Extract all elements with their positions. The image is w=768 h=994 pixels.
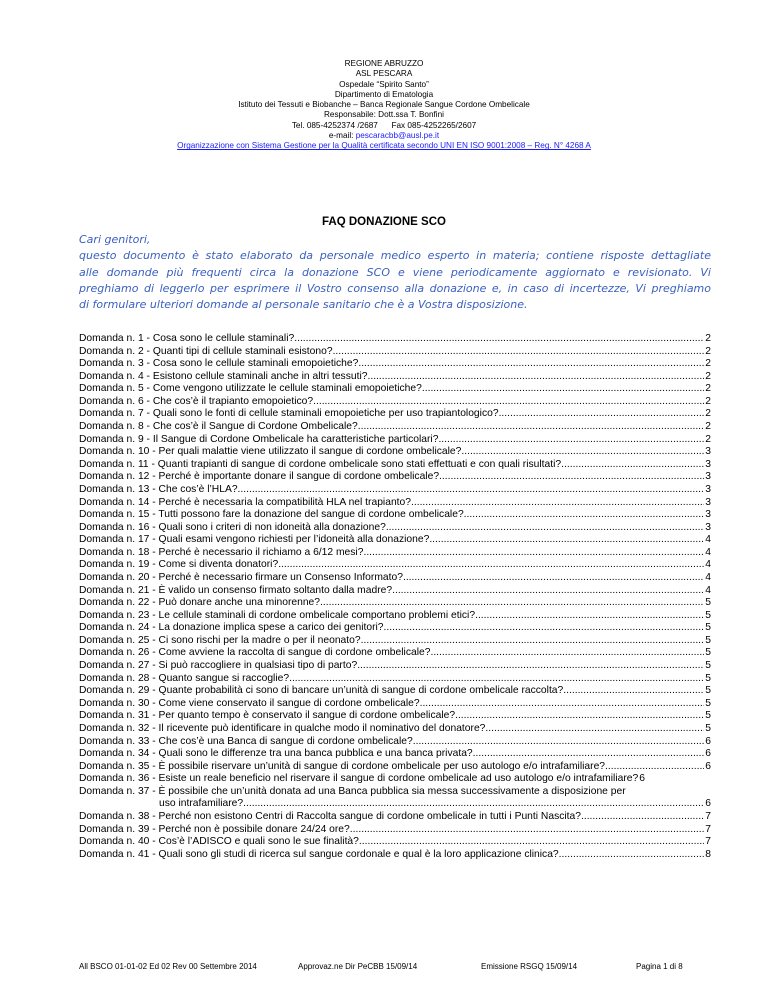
header-hospital: Ospedale “Spirito Santo” <box>339 79 429 89</box>
toc-entry-title: Domanda n. 13 - Che cos’è l’HLA? <box>79 483 238 495</box>
toc-page-number: 4 <box>705 546 711 558</box>
toc-entry-title: Domanda n. 12 - Perché è importante donare il sangue di cordone ombelicale? <box>79 471 440 483</box>
toc-page-number: 3 <box>705 483 711 495</box>
toc-page-number: 6 <box>705 748 711 760</box>
toc-entry-title: Domanda n. 33 - Che cos’è una Banca di sangue di cordone ombelicale? <box>79 735 413 747</box>
toc-page-number: 7 <box>705 823 711 835</box>
toc-page-number: 7 <box>705 810 711 822</box>
intro-line: di formulare ulteriori domande al personale sanitario che è a Vostra disposizione. <box>79 298 528 312</box>
toc-page-number: 6 <box>639 773 645 785</box>
toc-entry-title: Domanda n. 30 - Come viene conservato il sangue di cordone ombelicale? <box>79 697 420 709</box>
table-of-contents <box>79 333 711 861</box>
footer-page-number: Pagina 1 di 8 <box>636 962 683 971</box>
toc-entry-title: Domanda n. 27 - Si può raccogliere in qualsiasi tipo di parto? <box>79 660 358 672</box>
letterhead <box>0 59 768 152</box>
toc-page-number: 4 <box>705 584 711 596</box>
toc-page-number: 2 <box>705 433 711 445</box>
toc-entry[interactable] <box>79 660 711 673</box>
toc-entry-title: Domanda n. 23 - Le cellule staminali di cordone ombelicale comportano problemi etici? <box>79 609 476 621</box>
toc-page-number: 5 <box>705 660 711 672</box>
toc-entry[interactable] <box>79 710 711 723</box>
toc-leader-dots <box>422 383 704 396</box>
toc-entry[interactable] <box>79 547 711 560</box>
toc-leader-dots <box>367 371 704 384</box>
toc-entry[interactable] <box>79 798 711 811</box>
page-footer <box>0 962 768 976</box>
toc-entry-title: Domanda n. 39 - Perché non è possibile donare 24/24 ore? <box>79 823 350 835</box>
toc-entry-title: Domanda n. 9 - Il Sangue di Cordone Ombelicale ha caratteristiche particolari? <box>79 433 439 445</box>
toc-page-number: 5 <box>705 597 711 609</box>
intro-paragraph <box>79 232 711 313</box>
toc-leader-dots <box>289 673 704 686</box>
toc-leader-dots <box>361 635 705 648</box>
toc-page-number: 2 <box>705 345 711 357</box>
email-label: e-mail: <box>328 131 356 141</box>
toc-leader-dots <box>313 396 704 409</box>
toc-entry-title: Domanda n. 6 - Che cos’è il trapianto emopoietico? <box>79 395 314 407</box>
toc-entry[interactable] <box>79 484 711 497</box>
toc-entry-title: Domanda n. 25 - Ci sono rischi per la madre o per il neonato? <box>79 634 361 646</box>
toc-page-number: 5 <box>705 609 711 621</box>
intro-line: alle domande più frequenti circa la donazione SCO e viene periodicamente aggiornato e revisionato. Vi <box>79 265 711 279</box>
header-email-line <box>0 131 768 141</box>
toc-entry-title: Domanda n. 26 - Come avviene la raccolta di sangue di cordone ombelicale? <box>79 647 431 659</box>
toc-leader-dots <box>243 798 704 811</box>
toc-page-number: 6 <box>705 735 711 747</box>
toc-entry[interactable] <box>79 383 711 396</box>
toc-entry-title: Domanda n. 31 - Per quanto tempo è conservato il sangue di cordone ombelicale? <box>79 710 456 722</box>
toc-entry-title: Domanda n. 8 - Che cos’è il Sangue di Cordone Ombelicale? <box>79 421 358 433</box>
toc-leader-dots <box>320 597 704 610</box>
toc-entry[interactable] <box>79 358 711 371</box>
document-title: FAQ DONAZIONE SCO <box>322 216 446 228</box>
toc-entry-title: Domanda n. 3 - Cosa sono le cellule staminali emopoietiche? <box>79 358 359 370</box>
toc-entry-title: Domanda n. 16 - Quali sono i criteri di non idoneità alla donazione? <box>79 521 386 533</box>
toc-entry[interactable] <box>79 572 711 585</box>
toc-entry[interactable] <box>79 497 711 510</box>
toc-entry-title: Domanda n. 17 - Quali esami vengono richiesti per l’idoneità alla donazione? <box>79 534 430 546</box>
toc-leader-dots <box>430 647 704 660</box>
toc-page-number: 5 <box>705 697 711 709</box>
toc-entry[interactable] <box>79 597 711 610</box>
header-responsible: Responsabile: Dott.ssa T. Bonfini <box>324 110 444 120</box>
toc-entry[interactable] <box>79 849 711 862</box>
toc-entry[interactable] <box>79 723 711 736</box>
toc-leader-dots <box>581 811 704 824</box>
footer-approval: Approvaz.ne Dir PeCBB 15/09/14 <box>298 962 418 971</box>
toc-leader-dots <box>473 748 705 761</box>
toc-entry[interactable] <box>79 446 711 459</box>
toc-leader-dots <box>392 585 704 598</box>
footer-emission: Emissione RSGQ 15/09/14 <box>481 962 578 971</box>
toc-leader-dots <box>357 660 704 673</box>
toc-entry[interactable] <box>79 673 711 686</box>
toc-entry[interactable] <box>79 610 711 623</box>
toc-entry-title: Domanda n. 11 - Quanti trapianti di sangue di cordone ombelicale sono stati effettuati e con quali risultati? <box>79 458 562 470</box>
toc-entry[interactable] <box>79 396 711 409</box>
toc-page-number: 5 <box>705 647 711 659</box>
toc-entry-title: Domanda n. 24 - La donazione implica spese a carico dei genitori? <box>79 622 384 634</box>
toc-entry[interactable] <box>79 698 711 711</box>
toc-entry[interactable] <box>79 685 711 698</box>
toc-leader-dots <box>561 459 704 472</box>
footer-doc-code: All BSCO 01-01-02 Ed 02 Rev 00 Settembre 2014 <box>79 962 257 971</box>
toc-leader-dots <box>333 346 705 359</box>
toc-leader-dots <box>485 723 704 736</box>
toc-page-number: 6 <box>705 760 711 772</box>
toc-entry-title: Domanda n. 41 - Quali sono gli studi di ricerca sul sangue cordonale e qual è la loro applicazione clinica? <box>79 848 559 860</box>
toc-entry-title: Domanda n. 19 - Come si diventa donatori? <box>79 559 279 571</box>
toc-entry[interactable] <box>79 748 711 761</box>
toc-page-number: 2 <box>705 358 711 370</box>
toc-entry-title: Domanda n. 28 - Quanto sangue si raccoglie? <box>79 672 290 684</box>
toc-page-number: 5 <box>705 672 711 684</box>
toc-leader-dots <box>359 836 704 849</box>
toc-entry-title: Domanda n. 29 - Quante probabilità ci sono di bancare un’unità di sangue di cordone ombelicale raccolta? <box>79 685 564 697</box>
toc-page-number: 3 <box>705 471 711 483</box>
toc-entry[interactable] <box>79 471 711 484</box>
toc-entry-title: Domanda n. 32 - Il ricevente può identificare in qualche modo il nominativo del donatore? <box>79 722 486 734</box>
toc-entry[interactable] <box>79 522 711 535</box>
toc-leader-dots <box>499 408 705 421</box>
toc-entry[interactable] <box>79 333 711 346</box>
toc-leader-dots <box>294 333 704 346</box>
toc-leader-dots <box>605 761 704 774</box>
toc-entry-title: Domanda n. 18 - Perché è necessario il richiamo a 6/12 mesi? <box>79 546 364 558</box>
toc-page-number: 4 <box>705 559 711 571</box>
toc-page-number: 3 <box>705 496 711 508</box>
toc-leader-dots <box>455 710 704 723</box>
toc-leader-dots <box>363 547 704 560</box>
toc-leader-dots <box>429 534 704 547</box>
toc-leader-dots <box>350 824 705 837</box>
toc-page-number: 2 <box>705 333 711 344</box>
toc-entry[interactable] <box>79 773 711 786</box>
toc-entry-title: Domanda n. 20 - Perché è necessario firmare un Consenso Informato? <box>79 571 403 583</box>
toc-entry[interactable] <box>79 534 711 547</box>
toc-entry-title: Domanda n. 1 - Cosa sono le cellule staminali? <box>79 333 295 344</box>
toc-page-number: 3 <box>705 521 711 533</box>
toc-entry-title: Domanda n. 2 - Quanti tipi di cellule staminali esistono? <box>79 345 333 357</box>
toc-page-number: 2 <box>705 395 711 407</box>
toc-page-number: 2 <box>705 408 711 420</box>
toc-leader-dots <box>358 358 704 371</box>
toc-entry-title: Domanda n. 34 - Quali sono le differenze tra una banca pubblica e una banca privata? <box>79 748 473 760</box>
toc-entry-title: Domanda n. 38 - Perché non esistono Centri di Raccolta sangue di cordone ombelicale in tutti i Punti Nascita? <box>79 810 581 822</box>
toc-entry-title: Domanda n. 36 - Esiste un reale beneficio nel riservare il sangue di cordone ombelicale ad uso autologo e/o intrafamiliare? <box>79 773 639 785</box>
toc-entry[interactable] <box>79 408 711 421</box>
toc-entry-title: Domanda n. 35 - È possibile riservare un’unità di sangue di cordone ombelicale per uso autologo e/o intrafamiliare? <box>79 760 606 772</box>
toc-page-number: 4 <box>705 571 711 583</box>
toc-entry-title: Domanda n. 4 - Esistono cellule staminali anche in altri tessuti? <box>79 370 368 382</box>
toc-page-number: 6 <box>705 798 711 810</box>
intro-line: preghiamo di leggerlo per esprimere il Vostro consenso alla donazione e, in caso di incertezze, Vi preghiamo <box>79 281 711 295</box>
toc-leader-dots <box>438 434 704 447</box>
toc-entry[interactable] <box>79 622 711 635</box>
toc-entry-title: uso intrafamiliare? <box>159 798 244 810</box>
header-institute: Istituto dei Tessuti e Biobanche – Banca Regionale Sangue Cordone Ombelicale <box>238 100 530 110</box>
header-phone-fax: Tel. 085-4252374 /2687 Fax 085-4252265/2607 <box>291 120 477 130</box>
toc-page-number: 5 <box>705 685 711 697</box>
email-link[interactable]: pescaracbb@ausl.pe.it <box>355 131 440 141</box>
toc-leader-dots <box>403 572 704 585</box>
toc-leader-dots <box>559 849 705 862</box>
toc-leader-dots <box>238 484 705 497</box>
toc-entry-title: Domanda n. 15 - Tutti possono fare la donazione del sangue di cordone ombelicale? <box>79 509 464 521</box>
toc-leader-dots <box>358 421 705 434</box>
toc-entry-title: Domanda n. 5 - Come vengono utilizzate le cellule staminali emopoietiche? <box>79 383 422 395</box>
toc-entry-title: Domanda n. 14 - Perché è necessaria la compatibilità HLA nel trapianto? <box>79 496 411 508</box>
toc-page-number: 5 <box>705 634 711 646</box>
toc-entry[interactable] <box>79 824 711 837</box>
toc-page-number: 4 <box>705 534 711 546</box>
toc-page-number: 5 <box>705 722 711 734</box>
toc-entry[interactable] <box>79 459 711 472</box>
toc-entry[interactable] <box>79 761 711 774</box>
toc-entry[interactable] <box>79 836 711 849</box>
toc-entry-title: Domanda n. 21 - È valido un consenso firmato soltanto dalla madre? <box>79 584 393 596</box>
intro-line: questo documento è stato elaborato da personale medico esperto in materia; contiene risposte dettagliate <box>79 249 711 263</box>
toc-leader-dots <box>439 471 704 484</box>
toc-entry-title: Domanda n. 40 - Cos’è l’ADISCO e quali sono le sue finalità? <box>79 836 359 848</box>
toc-page-number: 2 <box>705 383 711 395</box>
toc-entry[interactable] <box>79 346 711 359</box>
toc-leader-dots <box>384 622 705 635</box>
toc-leader-dots <box>464 509 705 522</box>
toc-page-number: 3 <box>705 446 711 458</box>
toc-page-number: 2 <box>705 421 711 433</box>
toc-entry[interactable] <box>79 421 711 434</box>
intro-greeting: Cari genitori, <box>79 233 151 246</box>
toc-leader-dots <box>386 522 704 535</box>
toc-leader-dots <box>278 559 704 572</box>
toc-entry[interactable] <box>79 736 711 749</box>
toc-entry[interactable] <box>79 786 711 799</box>
header-department: Dipartimento di Ematologia <box>334 89 434 99</box>
toc-leader-dots <box>413 736 705 749</box>
toc-entry-title: Domanda n. 10 - Per quali malattie viene utilizzato il sangue di cordone ombelicale? <box>79 446 462 458</box>
toc-entry[interactable] <box>79 647 711 660</box>
toc-page-number: 2 <box>705 370 711 382</box>
toc-leader-dots <box>411 497 704 510</box>
toc-page-number: 3 <box>705 509 711 521</box>
toc-page-number: 7 <box>705 836 711 848</box>
toc-entry[interactable] <box>79 509 711 522</box>
header-asl: ASL PESCARA <box>355 69 413 79</box>
toc-leader-dots <box>563 685 704 698</box>
toc-page-number: 8 <box>705 848 711 860</box>
toc-page-number: 5 <box>705 710 711 722</box>
toc-page-number: 5 <box>705 622 711 634</box>
toc-entry[interactable] <box>79 371 711 384</box>
toc-entry[interactable] <box>79 635 711 648</box>
toc-entry[interactable] <box>79 811 711 824</box>
toc-entry-title: Domanda n. 37 - È possibile che un’unità donata ad una Banca pubblica sia messa successivamente a disposizione per <box>79 785 626 797</box>
toc-leader-dots <box>461 446 704 459</box>
toc-leader-dots <box>420 698 705 711</box>
header-region: REGIONE ABRUZZO <box>344 59 424 68</box>
toc-page-number: 3 <box>705 458 711 470</box>
toc-entry-title: Domanda n. 22 - Può donare anche una minorenne? <box>79 597 321 609</box>
toc-entry[interactable] <box>79 434 711 447</box>
toc-entry-title: Domanda n. 7 - Quali sono le fonti di cellule staminali emopoietiche per uso trapiantologico? <box>79 408 499 420</box>
toc-leader-dots <box>475 610 704 623</box>
toc-entry[interactable] <box>79 585 711 598</box>
certification-link[interactable]: Organizzazione con Sistema Gestione per la Qualità certificata secondo UNI EN ISO 9001:2008 – Reg. N° 4268 A <box>177 141 591 151</box>
toc-entry[interactable] <box>79 559 711 572</box>
